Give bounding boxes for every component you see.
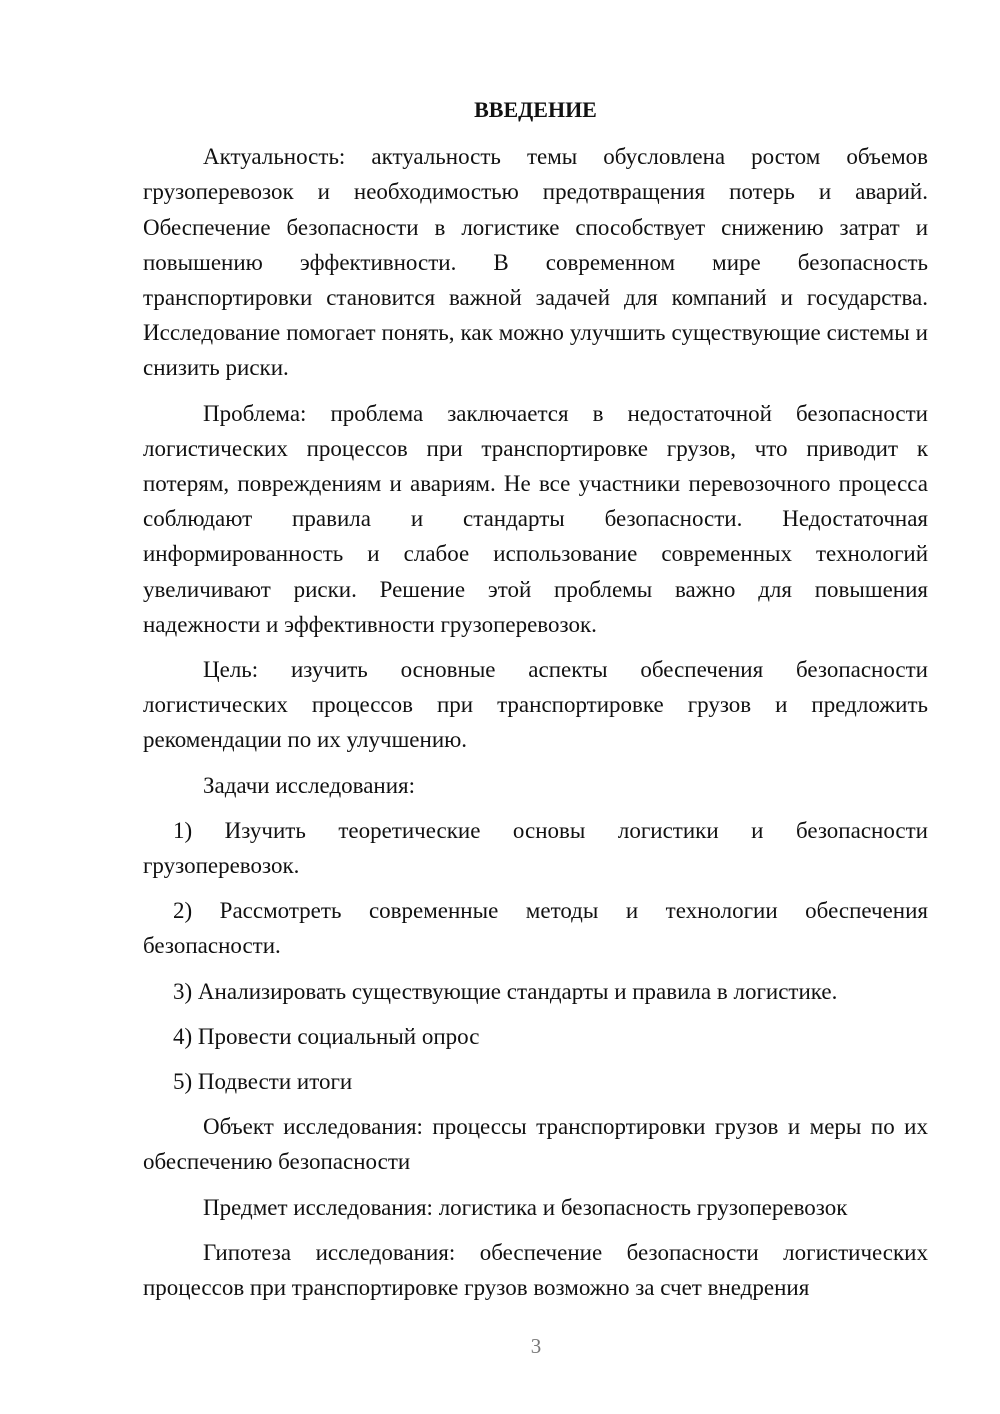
section-title: ВВЕДЕНИЕ bbox=[474, 97, 597, 122]
task-item-3: 3) Анализировать существующие стандарты и правила в логистике. bbox=[173, 978, 838, 1004]
task-item-2: 2) Рассмотреть современные методы и технологии обеспечения безопасности. bbox=[143, 898, 928, 959]
paragraph-subject: Предмет исследования: логистика и безопасность грузоперевозок bbox=[203, 1194, 848, 1220]
page-number: 3 bbox=[530, 1334, 542, 1358]
page-content bbox=[143, 92, 928, 1315]
task-item-5: 5) Подвести итоги bbox=[173, 1069, 353, 1095]
paragraph-problem: Проблема: проблема заключается в недостаточной безопасности логистических процессов при транспортировке грузов, что приводит к потерям, повреждениям и авариям. Не все участники перевозочного процесса соблюдают правила и стандарты безопасности. Недостаточная информированность и слабое использование современных технологий увеличивают риски. Решение этой проблемы важно для повышения надежности и эффективности грузоперевозок. bbox=[143, 400, 928, 637]
paragraph-hypothesis: Гипотеза исследования: обеспечение безопасности логистических процессов при транспортировке грузов возможно за счет внедрения bbox=[143, 1239, 928, 1301]
task-item-4: 4) Провести социальный опрос bbox=[173, 1023, 480, 1049]
paragraph-goal: Цель: изучить основные аспекты обеспечения безопасности логистических процессов при транспортировке грузов и предложить рекомендации по их улучшению. bbox=[143, 657, 928, 753]
paragraph-relevance: Актуальность: актуальность темы обусловлена ростом объемов грузоперевозок и необходимостью предотвращения потерь и аварий. Обеспечение безопасности в логистике способствует снижению затрат и повышению эффективности. В современном мире безопасность транспортировки становится важной задачей для компаний и государства. Исследование помогает понять, как можно улучшить существующие системы и снизить риски. bbox=[143, 144, 928, 381]
task-item-1: 1) Изучить теоретические основы логистики и безопасности грузоперевозок. bbox=[143, 817, 928, 879]
tasks-heading: Задачи исследования: bbox=[203, 772, 416, 798]
paragraph-object: Объект исследования: процессы транспортировки грузов и меры по их обеспечению безопасности bbox=[143, 1114, 928, 1175]
